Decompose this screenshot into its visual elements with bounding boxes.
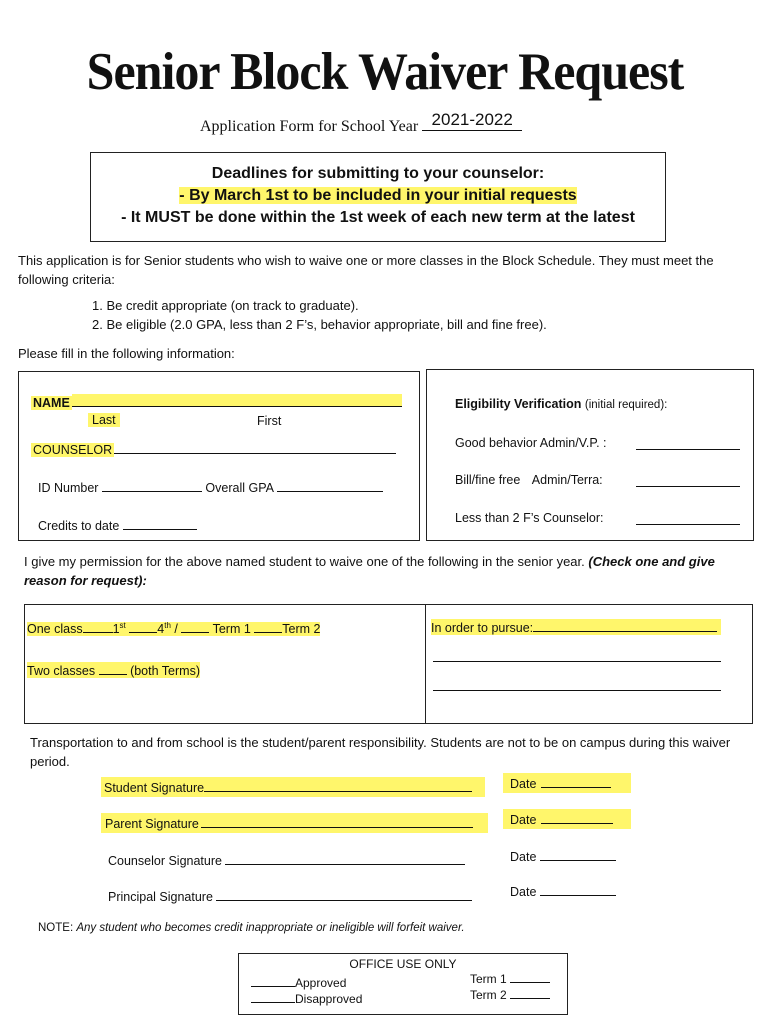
term2-label: Term 2: [282, 622, 321, 636]
principal-date-row: [510, 883, 616, 899]
student-date-row: [503, 773, 631, 793]
name-row: [31, 394, 402, 410]
parent-date-label: Date: [510, 813, 537, 827]
deadline-line-2: - It MUST be done within the 1st week of each new term at the latest: [121, 209, 635, 226]
first-suffix: st: [119, 620, 126, 630]
term1-check[interactable]: [181, 620, 209, 633]
slash: /: [174, 622, 178, 636]
one-class-row: [27, 620, 320, 636]
counselor-date-row: [510, 848, 616, 864]
id-row: [38, 479, 383, 495]
principal-date-field[interactable]: [540, 883, 616, 896]
note-row: [38, 922, 465, 934]
office-term1-row: [470, 970, 550, 986]
eligibility-heading-row: [455, 397, 667, 411]
parent-date-field[interactable]: [541, 811, 613, 824]
two-classes-option[interactable]: [27, 662, 200, 678]
subtitle-label: Application Form for School Year: [200, 118, 419, 135]
behavior-initial-field[interactable]: [636, 437, 740, 450]
student-signature-field[interactable]: [204, 779, 472, 792]
deadline-box: [90, 152, 666, 242]
office-term2-field[interactable]: [510, 986, 550, 999]
two-classes-check[interactable]: [99, 662, 127, 675]
pursue-label: In order to pursue:: [431, 621, 534, 635]
one-class-option[interactable]: [27, 622, 320, 636]
two-classes-label: Two classes: [27, 664, 96, 678]
credits-row: [38, 517, 197, 533]
eligibility-note: (initial required):: [584, 399, 668, 411]
first-block-label: 1: [112, 622, 120, 636]
bill-label: Bill/fine free: [455, 473, 521, 487]
school-year-field[interactable]: 2021-2022: [422, 110, 522, 131]
form-title: Senior Block Waiver Request: [86, 41, 684, 101]
parent-signature-label: Parent Signature: [105, 817, 199, 831]
counselor-signature-label: Counselor Signature: [108, 854, 222, 868]
student-date-field[interactable]: [541, 775, 611, 788]
office-term2-row: [470, 986, 550, 1002]
one-class-label: One class: [27, 622, 83, 636]
counselor-label: COUNSELOR: [33, 443, 113, 457]
deadline-line-1: - By March 1st to be included in your initial requests: [179, 187, 577, 204]
pursue-row: [431, 619, 721, 635]
parent-signature-row: [101, 813, 488, 833]
one-class-check[interactable]: [83, 620, 113, 633]
behavior-label: Good behavior Admin/V.P. :: [455, 436, 607, 450]
gpa-field[interactable]: [277, 479, 383, 492]
principal-signature-row: [108, 888, 472, 904]
last-label: Last: [88, 413, 120, 427]
fill-prompt: Please fill in the following information:: [18, 346, 235, 361]
id-label: ID Number: [38, 481, 99, 495]
approved-row: [251, 974, 346, 990]
fourth-check[interactable]: [129, 620, 157, 633]
student-signature-label: Student Signature: [104, 781, 205, 795]
fourth-suffix: th: [164, 620, 171, 630]
counselor-date-field[interactable]: [540, 848, 616, 861]
counselor-signature-field[interactable]: [225, 852, 465, 865]
criteria-item: 1. Be credit appropriate (on track to graduate).: [92, 298, 359, 313]
counselor-date-label: Date: [510, 850, 537, 864]
parent-date-row: [503, 809, 631, 829]
disapproved-label: Disapproved: [295, 992, 363, 1006]
permission-statement: I give my permission for the above named student to waive one of the following in the senior year.: [24, 554, 585, 569]
note-label: NOTE:: [38, 922, 74, 934]
principal-signature-label: Principal Signature: [108, 890, 213, 904]
form-subtitle: [200, 110, 522, 137]
note-text: Any student who becomes credit inappropriate or ineligible will forfeit waiver.: [76, 922, 465, 934]
name-field[interactable]: [72, 394, 402, 407]
eligibility-heading: Eligibility Verification: [455, 397, 582, 411]
disapproved-row: [251, 990, 362, 1006]
bill-initial-field[interactable]: [636, 474, 740, 487]
counselor-field[interactable]: [114, 441, 396, 454]
counselor-row: [31, 441, 396, 457]
pursue-field[interactable]: [533, 619, 717, 632]
fourth-block-label: 4: [157, 622, 165, 636]
term2-check[interactable]: [254, 620, 282, 633]
credits-label: Credits to date: [38, 519, 120, 533]
office-term1-label: Term 1: [470, 972, 507, 986]
approved-label: Approved: [295, 976, 347, 990]
intro-text: This application is for Senior students who wish to waive one or more classes in the Block Schedule. They must meet the following criteria:: [18, 253, 714, 287]
office-term2-label: Term 2: [470, 988, 507, 1002]
credits-field[interactable]: [123, 517, 197, 530]
id-field[interactable]: [102, 479, 202, 492]
bill-row: [455, 473, 603, 487]
transport-text: Transportation to and from school is the student/parent responsibility. Students are not to be on campus during this waiver period.: [30, 735, 731, 769]
term1-label: Term 1: [212, 622, 251, 636]
student-date-label: Date: [510, 777, 537, 791]
name-label: NAME: [33, 396, 70, 410]
office-use-box: [238, 953, 568, 1015]
office-term1-field[interactable]: [510, 970, 550, 983]
permission-text: [24, 552, 754, 590]
criteria-item: 2. Be eligible (2.0 GPA, less than 2 F’s, behavior appropriate, bill and fine free).: [92, 317, 547, 332]
deadline-heading: Deadlines for submitting to your counselor:: [211, 165, 545, 182]
counselor-signature-row: [108, 852, 465, 868]
both-terms-label: (both Terms): [130, 664, 200, 678]
principal-date-label: Date: [510, 885, 537, 899]
permission-instruction: (Check one and give reason for request):: [24, 554, 715, 588]
parent-signature-field[interactable]: [201, 815, 473, 828]
approved-check[interactable]: [251, 974, 295, 987]
first-label: First: [257, 414, 282, 428]
gpa-label: Overall GPA: [205, 481, 274, 495]
pursue-field-line-2[interactable]: [433, 649, 721, 662]
disapproved-check[interactable]: [251, 990, 295, 1003]
grades-label: Less than 2 F’s Counselor:: [455, 511, 604, 525]
grades-initial-field[interactable]: [636, 512, 740, 525]
bill-admin-label: Admin/Terra:: [531, 473, 603, 487]
principal-signature-field[interactable]: [216, 888, 472, 901]
office-use-heading: OFFICE USE ONLY: [349, 957, 457, 971]
student-signature-row: [101, 777, 485, 797]
pursue-field-line-3[interactable]: [433, 678, 721, 691]
